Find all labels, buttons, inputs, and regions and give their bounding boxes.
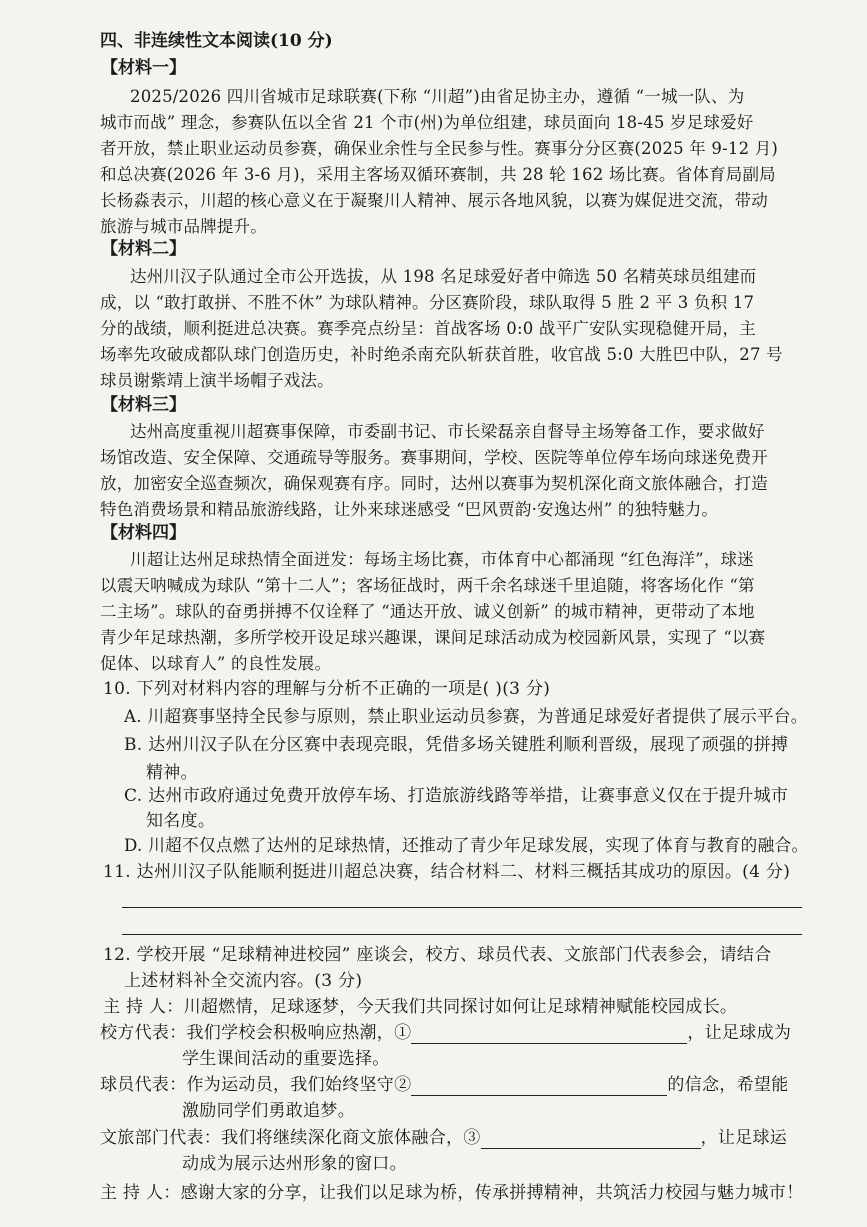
material-3-label: 【材料三】 <box>101 395 186 415</box>
dialogue-text: 球员代表：作为运动员，我们始终坚守② <box>100 1075 412 1095</box>
fill-blank-1[interactable] <box>411 1025 687 1044</box>
material-1-line: 者开放，禁止职业运动员参赛，确保业余性与全民参与性。赛事分分区赛(2025 年 9-12 月) <box>100 139 779 158</box>
question-10-option-b-cont: 精神。 <box>146 763 198 783</box>
answer-line[interactable] <box>122 934 802 935</box>
dialogue-text: 校方代表：我们学校会积极响应热潮，① <box>100 1023 412 1043</box>
question-10-option-c-cont: 知名度。 <box>146 811 216 831</box>
question-11-stem: 11. 达州川汉子队能顺利挺进川超总决赛，结合材料二、材料三概括其成功的原因。(4 分) <box>103 862 791 882</box>
material-1-line: 城市而战” 理念，参赛队伍以全省 21 个市(州)为单位组建，球员面向 18-45 岁足球爱好 <box>100 113 754 132</box>
material-2-line: 分的战绩，顺利挺进总决赛。赛季亮点纷呈：首战客场 0:0 战平广安队实现稳健开局，主 <box>100 319 756 338</box>
question-12-stem: 12. 学校开展 “足球精神进校园” 座谈会，校方、球员代表、文旅部门代表参会，请结合 <box>103 945 772 965</box>
question-10-option-d: D. 川超不仅点燃了达州的足球热情，还推动了青少年足球发展，实现了体育与教育的融合。 <box>124 836 809 856</box>
dialogue-text: ，让足球成为 <box>687 1023 792 1043</box>
fill-blank-2[interactable] <box>411 1077 667 1096</box>
material-4-line: 促体、以球育人” 的良性发展。 <box>100 654 332 673</box>
material-3-line: 特色消费场景和精品旅游线路，让外来球迷感受 “巴风贾韵·安逸达州” 的独特魅力。 <box>100 500 719 519</box>
material-4-line: 青少年足球热潮，多所学校开设足球兴趣课，课间足球活动成为校园新风景，实现了 “以赛 <box>100 628 766 647</box>
material-1-line: 旅游与城市品牌提升。 <box>100 217 267 236</box>
dialogue-text: ，让足球运 <box>700 1128 788 1148</box>
material-4-line: 二主场”。球队的奋勇拼搏不仅诠释了 “通达开放、诚义创新” 的城市精神，更带动了本地 <box>100 602 755 621</box>
dialogue-school-rep-cont: 学生课间活动的重要选择。 <box>182 1049 390 1069</box>
section-title: 四、非连续性文本阅读(10 分) <box>100 31 333 51</box>
dialogue-text: 文旅部门代表：我们将继续深化商文旅体融合，③ <box>100 1128 481 1148</box>
material-2-line: 达州川汉子队通过全市公开选拔，从 198 名足球爱好者中筛选 50 名精英球员组建而 <box>130 267 757 286</box>
fill-blank-3[interactable] <box>481 1130 701 1149</box>
dialogue-player-rep <box>100 1074 789 1096</box>
material-3-line: 放，加密安全巡查频次，确保观赛有序。同时，达州以赛事为契机深化商文旅体融合，打造 <box>100 474 768 493</box>
question-10-option-a: A. 川超赛事坚持全民参与原则，禁止职业运动员参赛，为普通足球爱好者提供了展示平台。 <box>124 707 808 727</box>
material-2-label: 【材料二】 <box>101 239 186 259</box>
material-1-label: 【材料一】 <box>101 58 186 78</box>
material-4-label: 【材料四】 <box>101 523 186 543</box>
material-2-line: 球员谢紫靖上演半场帽子戏法。 <box>100 371 334 390</box>
dialogue-player-rep-cont: 激励同学们勇敢追梦。 <box>182 1101 355 1121</box>
material-2-line: 场率先攻破成都队球门创造历史，补时绝杀南充队斩获首胜，收官战 5:0 大胜巴中队，27 号 <box>100 345 783 364</box>
answer-line[interactable] <box>122 907 802 908</box>
question-12-stem-cont: 上述材料补全交流内容。(3 分) <box>124 971 363 991</box>
material-4-line: 川超让达州足球热情全面迸发：每场主场比赛，市体育中心都涌现 “红色海洋”，球迷 <box>130 550 754 569</box>
material-2-line: 成，以 “敢打敢拼、不胜不休” 为球队精神。分区赛阶段，球队取得 5 胜 2 平 3 负积 17 <box>100 293 755 312</box>
dialogue-tourism-rep-cont: 动成为展示达州形象的窗口。 <box>182 1154 407 1174</box>
dialogue-host-opening: 主 持 人：川超燃情，足球逐梦，今天我们共同探讨如何让足球精神赋能校园成长。 <box>103 997 738 1017</box>
dialogue-host-closing: 主 持 人：感谢大家的分享，让我们以足球为桥，传承拼搏精神，共筑活力校园与魅力城市！ <box>100 1183 804 1203</box>
dialogue-text: 的信念，希望能 <box>667 1075 789 1095</box>
question-10-option-c: C. 达州市政府通过免费开放停车场、打造旅游线路等举措，让赛事意义仅在于提升城市 <box>124 786 789 806</box>
material-1-line: 长杨淼表示，川超的核心意义在于凝聚川人精神、展示各地风貌，以赛为媒促进交流，带动 <box>100 191 768 210</box>
question-10-option-b: B. 达州川汉子队在分区赛中表现亮眼，凭借多场关键胜利顺利晋级，展现了顽强的拼搏 <box>124 735 789 755</box>
question-10-stem: 10. 下列对材料内容的理解与分析不正确的一项是( )(3 分) <box>103 679 551 699</box>
material-3-line: 场馆改造、安全保障、交通疏导等服务。赛事期间，学校、医院等单位停车场向球迷免费开 <box>100 448 768 467</box>
dialogue-school-rep <box>100 1022 791 1044</box>
dialogue-tourism-rep <box>100 1127 787 1149</box>
material-1-line: 2025/2026 四川省城市足球联赛(下称 “川超”)由省足协主办，遵循 “一城一队、为 <box>130 87 745 106</box>
material-4-line: 以震天呐喊成为球队 “第十二人”；客场征战时，两千余名球迷千里追随，将客场化作 “第 <box>100 576 755 595</box>
material-1-line: 和总决赛(2026 年 3-6 月)，采用主客场双循环赛制，共 28 轮 162 场比赛。省体育局副局 <box>100 165 776 184</box>
material-3-line: 达州高度重视川超赛事保障，市委副书记、市长梁磊亲自督导主场筹备工作，要求做好 <box>130 422 765 441</box>
